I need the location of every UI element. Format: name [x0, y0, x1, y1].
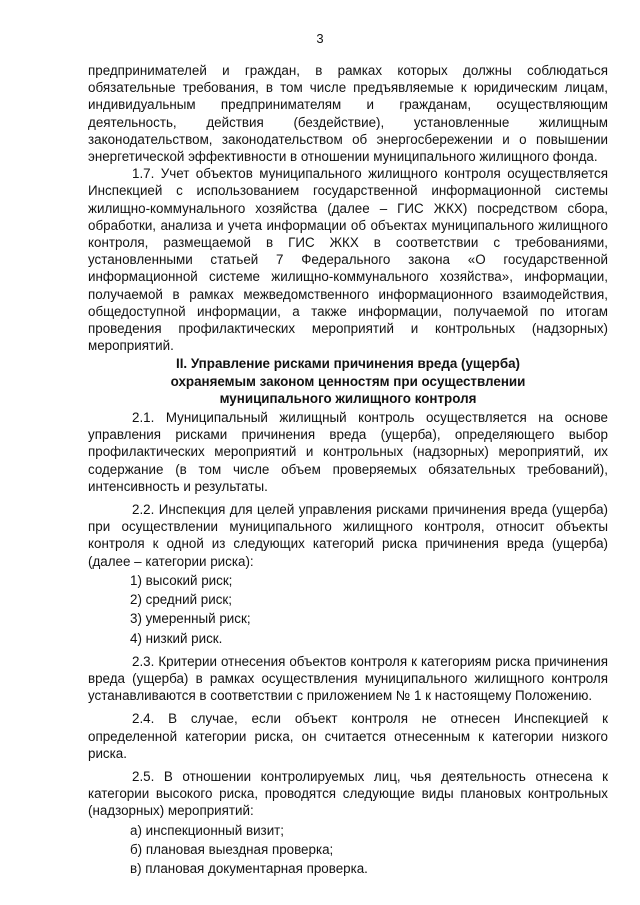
section-heading-line: муниципального жилищного контроля: [219, 390, 477, 406]
list-item: 1) высокий риск;: [130, 572, 233, 588]
list-item: 4) низкий риск.: [130, 630, 223, 646]
list-item: в) плановая документарная проверка.: [130, 860, 368, 876]
section-heading: [88, 355, 608, 407]
page-number: 3: [316, 31, 324, 46]
paragraph-2-1: 2.1. Муниципальный жилищный контроль осуществляется на основе управления рисками причинения вреда (ущерба), определяющего выбор профилактических мероприятий и контрольных (надзорных) мероприятий, их содержание (в том числе объем проверяемых обязательных требований), интенсивность и результаты.: [88, 410, 608, 494]
paragraph-2-3: 2.3. Критерии отнесения объектов контроля к категориям риска причинения вреда (ущерба) в рамках осуществления муниципального жилищного контроля устанавливаются в соответствии с приложением № 1 к настоящему Положению.: [88, 653, 608, 704]
paragraph-1-7: 1.7. Учет объектов муниципального жилищного контроля осуществляется Инспекцией с использованием государственной информационной системы жилищно-коммунального хозяйства (далее – ГИС ЖКХ) посредством сбора, обработки, анализа и учета информации об объектах муниципального жилищного контроля, размещаемой в ГИС ЖКХ в соответствии с требованиями, установленными статьей 7 Федерального закона «О государственной информационной системе жилищно-коммунального хозяйства», информации, получаемой в рамках межведомственного информационного взаимодействия, общедоступной информации, а также информации, получаемой по итогам проведения профилактических мероприятий и контрольных (надзорных) мероприятий.: [88, 166, 608, 354]
list-item: б) плановая выездная проверка;: [130, 841, 334, 857]
paragraph-continuation: предпринимателей и граждан, в рамках которых должны соблюдаться обязательные требования, в том числе предъявляемые к юридическим лицам, индивидуальным предпринимателям и гражданам, осуществляющим деятельность, действия (бездействие), установленные жилищным законодательством, законодательством об энергосбережении и о повышении энергетической эффективности в отношении муниципального жилищного фонда.: [88, 63, 608, 165]
section-heading-line: охраняемым законом ценностям при осуществлении: [170, 373, 526, 389]
list-item: 3) умеренный риск;: [130, 611, 251, 627]
list-item: а) инспекционный визит;: [130, 822, 285, 838]
paragraph-2-2: 2.2. Инспекция для целей управления рисками причинения вреда (ущерба) при осуществлении муниципального жилищного контроля, относит объекты контроля к одной из следующих категорий риска причинения вреда (ущерба) (далее – категории риска):: [88, 502, 608, 569]
section-heading-line: II. Управление рисками причинения вреда (ущерба): [175, 356, 521, 372]
paragraph-2-4: 2.4. В случае, если объект контроля не отнесен Инспекцией к определенной категории риска, он считается отнесенным к категории низкого риска.: [88, 711, 608, 761]
paragraph-2-5: 2.5. В отношении контролируемых лиц, чья деятельность отнесена к категории высокого риска, проводятся следующие виды плановых контрольных (надзорных) мероприятий:: [88, 768, 608, 819]
list-item: 2) средний риск;: [130, 592, 233, 608]
